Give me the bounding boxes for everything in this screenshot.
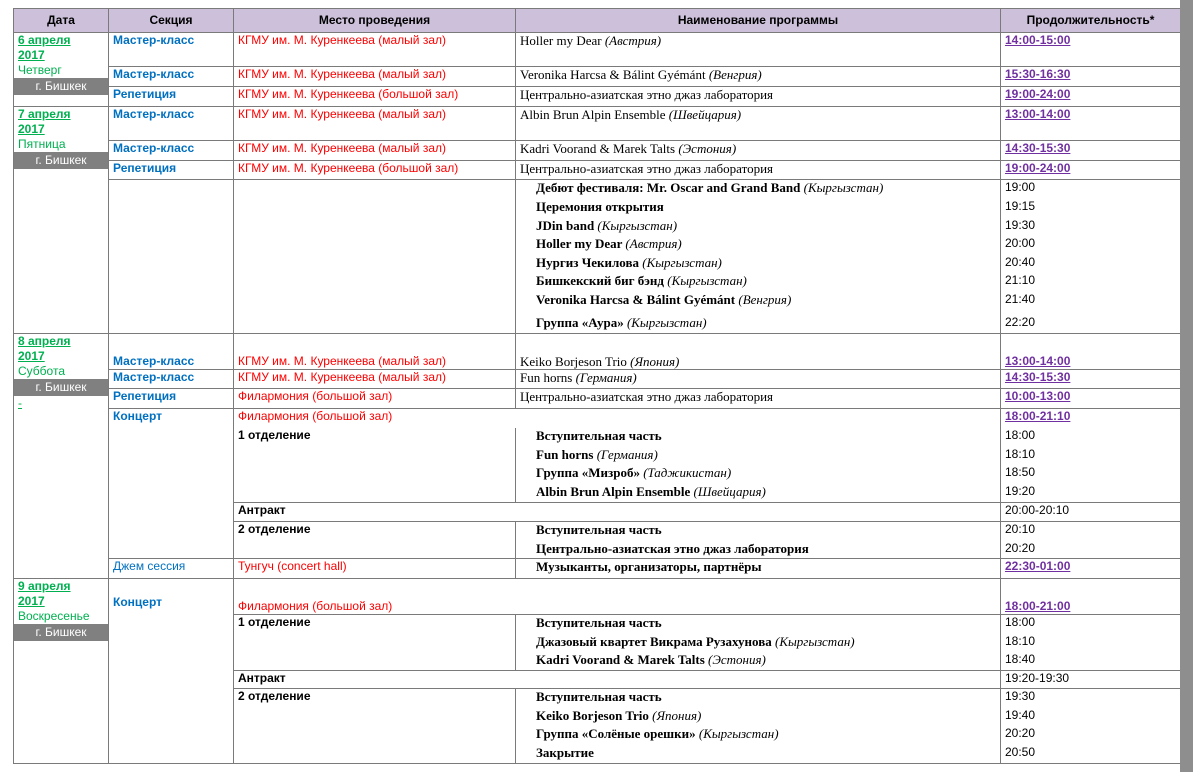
- time-cell: 18:10: [1001, 634, 1181, 652]
- program-item: Вступительная часть: [516, 522, 1001, 541]
- program-cell: Fun horns (Германия): [516, 370, 1001, 389]
- table-row: [14, 559, 1181, 579]
- weekday: Пятница: [18, 137, 66, 151]
- day-year-link[interactable]: 2017: [18, 594, 45, 608]
- time-cell: 18:40: [1001, 652, 1181, 671]
- day-date-link[interactable]: 9 апреля: [18, 579, 71, 593]
- table-row: [14, 389, 1181, 409]
- time-cell: 19:15: [1001, 199, 1181, 218]
- duration-link[interactable]: 13:00-14:00: [1001, 334, 1181, 370]
- section-cell: Мастер-класс: [109, 334, 234, 370]
- time-cell: 18:10: [1001, 447, 1181, 465]
- time-cell: 19:30: [1001, 689, 1181, 708]
- time-cell: 20:20: [1001, 541, 1181, 559]
- table-row: [14, 409, 1181, 428]
- venue-cell: Филармония (большой зал): [234, 389, 516, 409]
- time-cell: 20:50: [1001, 745, 1181, 764]
- duration-link[interactable]: 14:00-15:00: [1001, 33, 1181, 67]
- time-cell: 19:20-19:30: [1001, 671, 1181, 689]
- program-item: Вступительная часть: [516, 428, 1001, 447]
- venue-cell: КГМУ им. М. Куренкеева (малый зал): [234, 334, 516, 370]
- program-item: Holler my Dear (Австрия): [516, 236, 1001, 255]
- schedule-table: [13, 8, 1181, 764]
- program-cell: Albin Brun Alpin Ensemble (Швейцария): [516, 107, 1001, 141]
- program-cell: Holler my Dear (Австрия): [516, 33, 1001, 67]
- duration-link[interactable]: 10:00-13:00: [1001, 389, 1181, 409]
- day-date-link[interactable]: 7 апреля: [18, 107, 71, 121]
- program-item: Закрытие: [516, 745, 1001, 764]
- header-venue: Место проведения: [234, 9, 516, 33]
- program-item: Keiko Borjeson Trio (Япония): [516, 708, 1001, 726]
- program-item: Группа «Аура» (Кыргызстан): [516, 310, 1001, 334]
- weekday: Четверг: [18, 63, 62, 77]
- part-label: 2 отделение: [234, 689, 516, 764]
- program-item: JDin band (Кыргызстан): [516, 218, 1001, 236]
- day-date-link[interactable]: 8 апреля: [18, 334, 71, 348]
- venue-cell: Филармония (большой зал): [234, 579, 1001, 615]
- program-item: Церемония открытия: [516, 199, 1001, 218]
- duration-link[interactable]: 19:00-24:00: [1001, 87, 1181, 107]
- table-row: [14, 579, 1181, 615]
- day-cell: [14, 33, 109, 107]
- duration-link[interactable]: 18:00-21:00: [1001, 579, 1181, 615]
- section-cell: Концерт: [109, 579, 234, 764]
- duration-link[interactable]: 19:00-24:00: [1001, 161, 1181, 180]
- part-label: 1 отделение: [234, 428, 516, 503]
- duration-link[interactable]: 14:30-15:30: [1001, 370, 1181, 389]
- time-cell: 21:10: [1001, 273, 1181, 292]
- schedule-document: [13, 8, 1181, 764]
- time-cell: 18:00: [1001, 615, 1181, 634]
- duration-link[interactable]: 15:30-16:30: [1001, 67, 1181, 87]
- time-cell: 19:20: [1001, 484, 1181, 503]
- section-cell: Мастер-класс: [109, 33, 234, 67]
- section-cell: Репетиция: [109, 389, 234, 409]
- time-cell: 19:40: [1001, 708, 1181, 726]
- program-cell: Kadri Voorand & Marek Talts (Эстония): [516, 141, 1001, 161]
- city-badge: г. Бишкек: [14, 624, 108, 641]
- section-cell: Концерт: [109, 409, 234, 559]
- duration-link[interactable]: 13:00-14:00: [1001, 107, 1181, 141]
- venue-cell: КГМУ им. М. Куренкеева (большой зал): [234, 87, 516, 107]
- program-item: Veronika Harcsa & Bálint Gyémánt (Венгрия): [516, 292, 1001, 310]
- time-cell: 19:00: [1001, 180, 1181, 199]
- program-item: Albin Brun Alpin Ensemble (Швейцария): [516, 484, 1001, 503]
- time-cell: 19:30: [1001, 218, 1181, 236]
- venue-cell: КГМУ им. М. Куренкеева (малый зал): [234, 141, 516, 161]
- time-cell: 21:40: [1001, 292, 1181, 310]
- venue-cell: КГМУ им. М. Куренкеева (малый зал): [234, 370, 516, 389]
- city-badge: г. Бишкек: [14, 379, 108, 396]
- city-badge: г. Бишкек: [14, 152, 108, 169]
- table-row: [14, 33, 1181, 67]
- venue-cell: КГМУ им. М. Куренкеева (малый зал): [234, 33, 516, 67]
- program-item: Дебют фестиваля: Mr. Oscar and Grand Band (Кыргызстан): [516, 180, 1001, 199]
- program-item: Вступительная часть: [516, 689, 1001, 708]
- weekday: Суббота: [18, 364, 65, 378]
- time-cell: 22:20: [1001, 310, 1181, 334]
- duration-link[interactable]: 14:30-15:30: [1001, 141, 1181, 161]
- program-item: Группа «Солёные орешки» (Кыргызстан): [516, 726, 1001, 745]
- program-item: Группа «Мизроб» (Таджикистан): [516, 465, 1001, 484]
- table-row: [14, 334, 1181, 370]
- program-cell: Центрально-азиатская этно джаз лаборатория: [516, 389, 1001, 409]
- header-row: [14, 9, 1181, 33]
- venue-cell: Филармония (большой зал): [234, 409, 1001, 428]
- section-cell: Джем сессия: [109, 559, 234, 579]
- program-item: Вступительная часть: [516, 615, 1001, 634]
- program-item: Kadri Voorand & Marek Talts (Эстония): [516, 652, 1001, 671]
- section-cell: Мастер-класс: [109, 370, 234, 389]
- empty-section-cell: [109, 180, 234, 334]
- program-cell: Центрально-азиатская этно джаз лаборатория: [516, 161, 1001, 180]
- program-item: Центрально-азиатская этно джаз лаборатория: [516, 541, 1001, 559]
- day-cell: [14, 107, 109, 334]
- program-item: Джазовый квартет Викрама Рузахунова (Кыргызстан): [516, 634, 1001, 652]
- header-duration: Продолжительность*: [1001, 9, 1181, 33]
- day-cell: [14, 579, 109, 764]
- venue-cell: Тунгуч (concert hall): [234, 559, 516, 579]
- program-item: Бишкекский биг бэнд (Кыргызстан): [516, 273, 1001, 292]
- part-label: 1 отделение: [234, 615, 516, 671]
- time-cell: 20:40: [1001, 255, 1181, 273]
- section-cell: Репетиция: [109, 87, 234, 107]
- intermission-label: Антракт: [234, 671, 1001, 689]
- table-row: [14, 107, 1181, 141]
- time-cell: 18:50: [1001, 465, 1181, 484]
- day-year-link[interactable]: 2017: [18, 48, 45, 62]
- table-row: [14, 141, 1181, 161]
- duration-link[interactable]: 22:30-01:00: [1001, 559, 1181, 579]
- venue-cell: КГМУ им. М. Куренкеева (малый зал): [234, 67, 516, 87]
- section-cell: Мастер-класс: [109, 141, 234, 161]
- program-cell: Veronika Harcsa & Bálint Gyémánt (Венгрия): [516, 67, 1001, 87]
- duration-link[interactable]: 18:00-21:10: [1001, 409, 1181, 428]
- header-program: Наименование программы: [516, 9, 1001, 33]
- program-item: Музыканты, организаторы, партнёры: [516, 559, 1001, 579]
- section-cell: Репетиция: [109, 161, 234, 180]
- program-cell: Центрально-азиатская этно джаз лаборатория: [516, 87, 1001, 107]
- day-cell: [14, 334, 109, 579]
- table-row: [14, 87, 1181, 107]
- program-item: Нургиз Чекилова (Кыргызстан): [516, 255, 1001, 273]
- header-section: Секция: [109, 9, 234, 33]
- time-cell: 20:10: [1001, 522, 1181, 541]
- intermission-label: Антракт: [234, 503, 1001, 522]
- day-year-link[interactable]: 2017: [18, 349, 45, 363]
- venue-cell: КГМУ им. М. Куренкеева (малый зал): [234, 107, 516, 141]
- extra-mark: -: [18, 396, 22, 410]
- section-cell: Мастер-класс: [109, 107, 234, 141]
- time-cell: 20:00-20:10: [1001, 503, 1181, 522]
- header-date: Дата: [14, 9, 109, 33]
- time-cell: 20:00: [1001, 236, 1181, 255]
- time-cell: 18:00: [1001, 428, 1181, 447]
- day-year-link[interactable]: 2017: [18, 122, 45, 136]
- viewer-edge: [1180, 0, 1193, 772]
- table-row: [14, 67, 1181, 87]
- program-cell: Keiko Borjeson Trio (Япония): [516, 334, 1001, 370]
- section-cell: Мастер-класс: [109, 67, 234, 87]
- part-label: 2 отделение: [234, 522, 516, 559]
- empty-venue-cell: [234, 180, 516, 334]
- venue-cell: КГМУ им. М. Куренкеева (большой зал): [234, 161, 516, 180]
- day-date-link[interactable]: 6 апреля: [18, 33, 71, 47]
- table-row: [14, 161, 1181, 180]
- weekday: Воскресенье: [18, 609, 90, 623]
- table-row: [14, 180, 1181, 199]
- table-row: [14, 370, 1181, 389]
- city-badge: г. Бишкек: [14, 78, 108, 95]
- time-cell: 20:20: [1001, 726, 1181, 745]
- program-item: Fun horns (Германия): [516, 447, 1001, 465]
